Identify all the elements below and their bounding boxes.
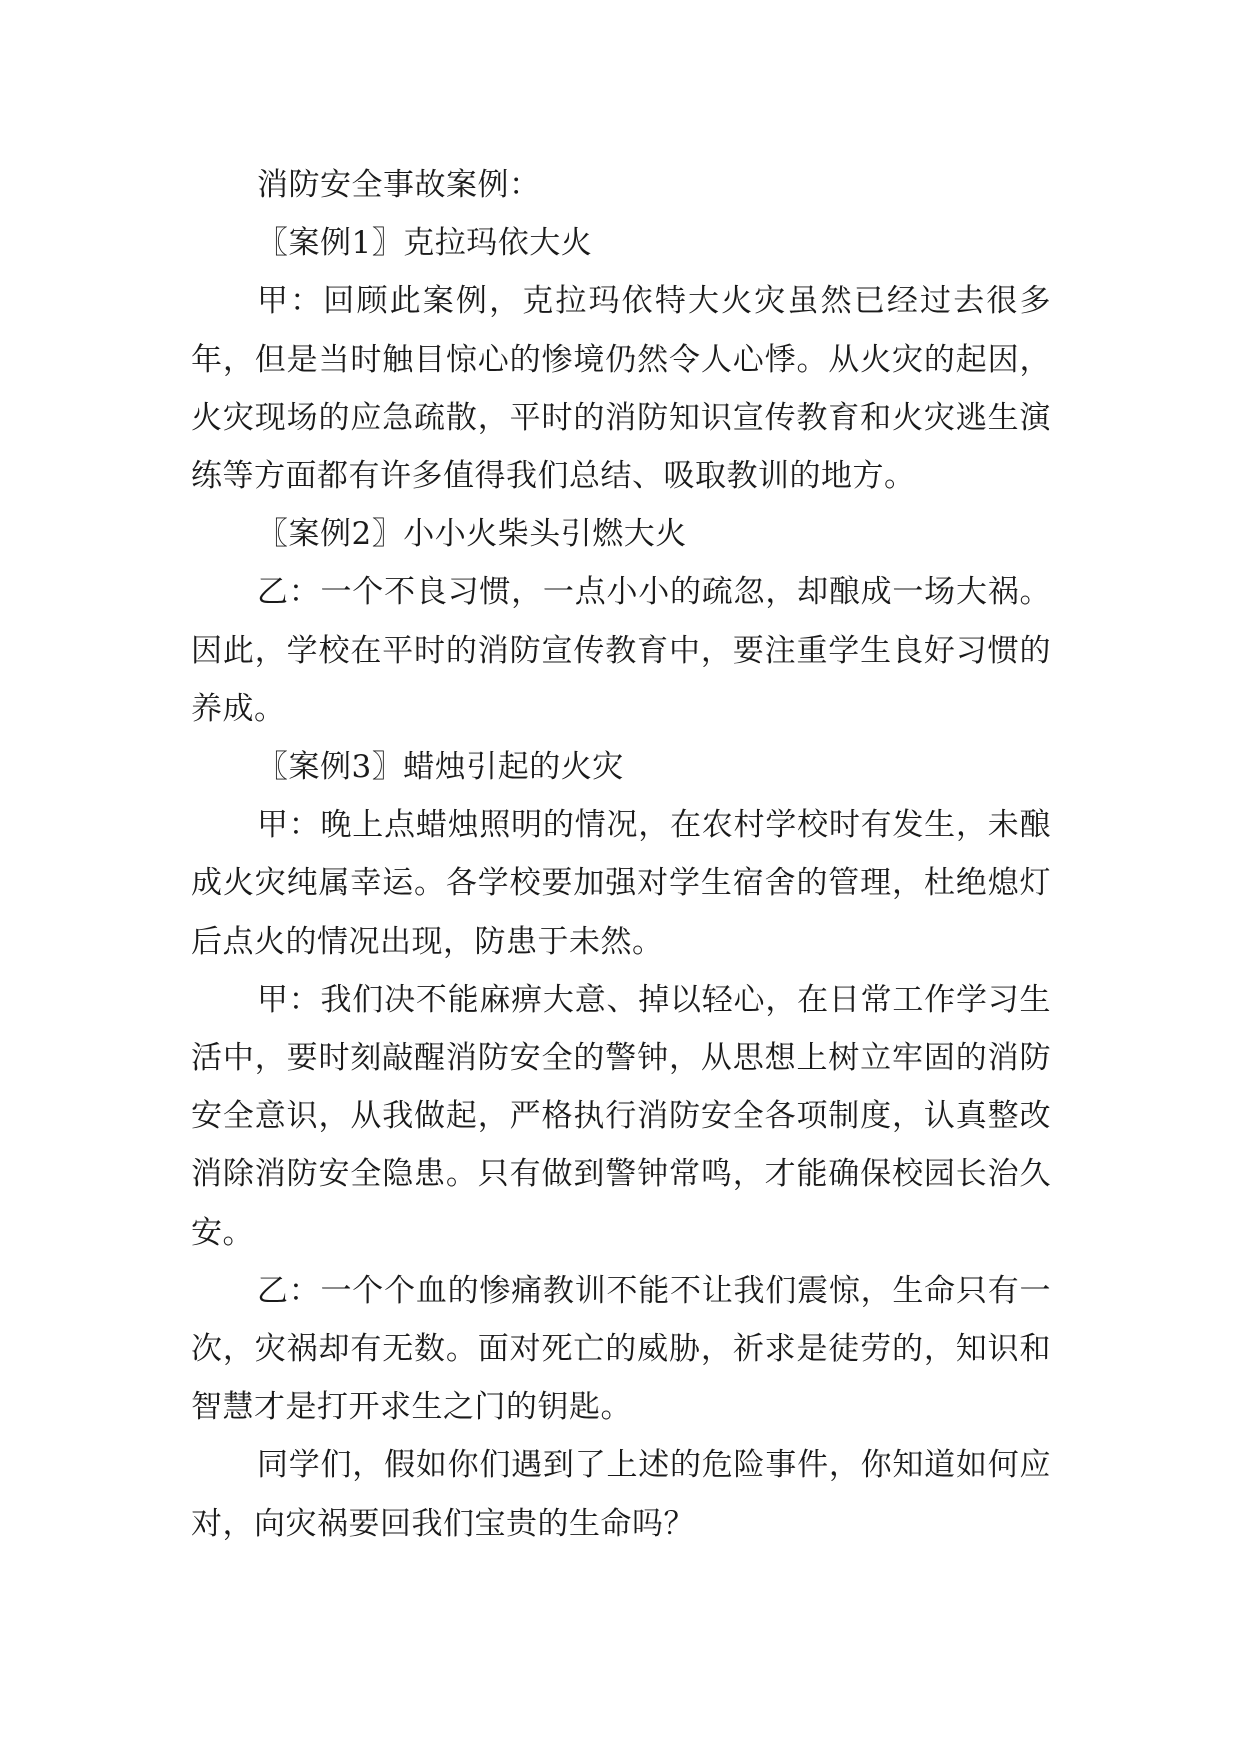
case-2-commentary: 乙：一个不良习惯，一点小小的疏忽，却酿成一场大祸。因此，学校在平时的消防宣传教育中，要注重学生良好习惯的养成。 [191, 574, 1051, 727]
case-3-title: 〖案例3〗蜡烛引起的火灾 [257, 749, 624, 786]
case-3-commentary: 甲：晚上点蜡烛照明的情况，在农村学校时有发生，未酿成火灾纯属幸运。各学校要加强对学生宿舍的管理，杜绝熄灯后点火的情况出现，防患于未然。 [191, 807, 1051, 960]
case-1-commentary: 甲：回顾此案例，克拉玛依特大火灾虽然已经过去很多年，但是当时触目惊心的惨境仍然令人心悸。从火灾的起因，火灾现场的应急疏散，平时的消防知识宣传教育和火灾逃生演练等方面都有许多值得我们总结、吸取教训的地方。 [191, 283, 1051, 495]
case-2-title: 〖案例2〗小小火柴头引燃大火 [257, 516, 687, 553]
summary-paragraph-1: 甲：我们决不能麻痹大意、掉以轻心，在日常工作学习生活中，要时刻敲醒消防安全的警钟，从思想上树立牢固的消防安全意识，从我做起，严格执行消防安全各项制度，认真整改消除消防安全隐患。只有做到警钟常鸣，才能确保校园长治久安。 [191, 981, 1051, 1251]
summary-paragraph-2: 乙：一个个血的惨痛教训不能不让我们震惊，生命只有一次，灾祸却有无数。面对死亡的威胁，祈求是徒劳的，知识和智慧才是打开求生之门的钥匙。 [191, 1272, 1051, 1426]
section-heading: 消防安全事故案例： [257, 167, 541, 203]
case-1-title: 〖案例1〗克拉玛依大火 [257, 225, 593, 262]
document-body [191, 156, 1051, 1553]
closing-question: 同学们，假如你们遇到了上述的危险事件，你知道如何应对，向灾祸要回我们宝贵的生命吗？ [191, 1447, 1051, 1542]
